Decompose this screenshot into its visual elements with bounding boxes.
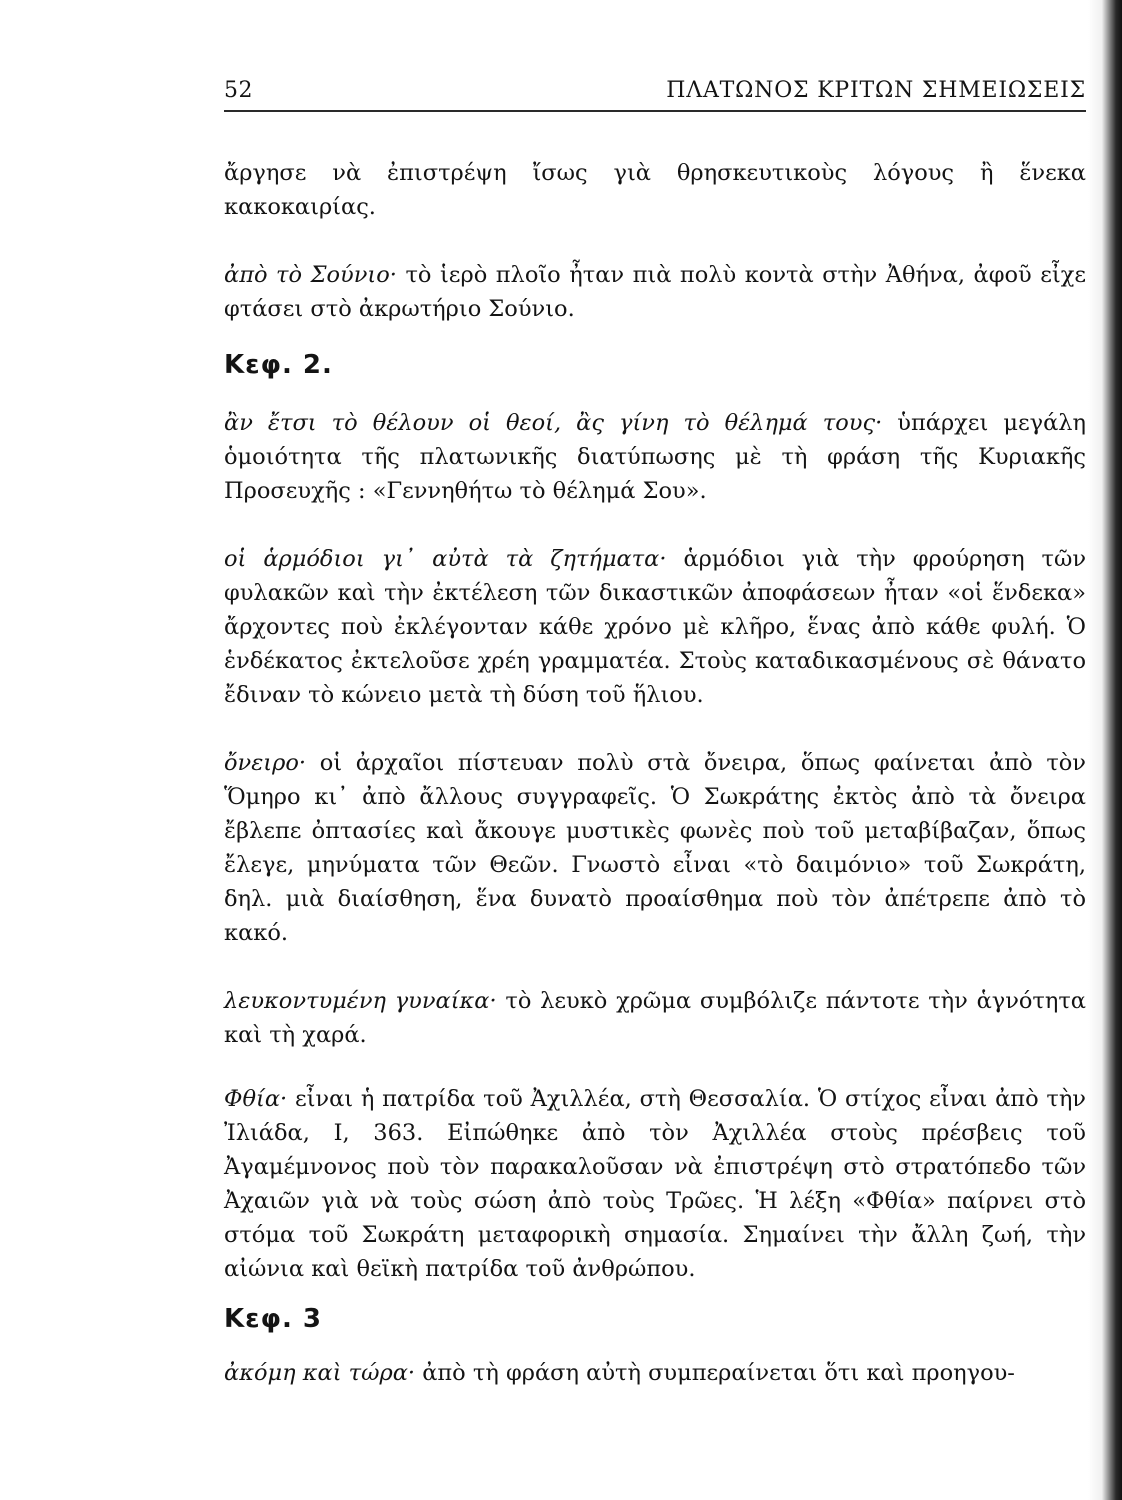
lemma: οἱ ἁρμόδιοι γι᾿ αὐτὰ τὰ ζητήματα· xyxy=(224,546,667,572)
scanned-binding-edge xyxy=(1102,0,1122,1500)
running-title: ΠΛΑΤΩΝΟΣ ΚΡΙΤΩΝ ΣΗΜΕΙΩΣΕΙΣ xyxy=(666,78,1086,103)
lemma: ὄνειρο· xyxy=(224,750,307,776)
page-header xyxy=(224,76,1086,112)
lemma: ἂν ἔτσι τὸ θέλουν οἱ θεοί, ἂς γίνη τὸ θέλημά τους· xyxy=(224,410,883,436)
note-text: τὸ ἱερὸ πλοῖο ἦταν πιὰ πολὺ κοντὰ στὴν Ἀθήνα, ἀφοῦ εἶχε φτάσει στὸ ἀκρωτήριο Σούνιο. xyxy=(224,262,1087,322)
note-text: ὑπάρχει μεγάλη ὁμοιότητα τῆς πλατωνικῆς διατύπωσης μὲ τὴ φράση τῆς Κυριακῆς Προσευχῆς : «Γεννηθήτω τὸ θέλημά Σου». xyxy=(224,410,1087,504)
page-number: 52 xyxy=(224,78,253,103)
paragraph-continuation xyxy=(224,156,1086,224)
note-phthia xyxy=(224,1082,1086,1286)
chapter-heading-3: Κεφ. 3 xyxy=(224,1304,322,1334)
note-text: εἶναι ἡ πατρίδα τοῦ Ἀχιλλέα, στὴ Θεσσαλία. Ὁ στίχος εἶναι ἀπὸ τὴν Ἰλιάδα, Ι, 363. Εἰπώθηκε ἀπὸ τὸν Ἀχιλλέα στοὺς πρέσβεις τοῦ Ἀγαμέμνονος ποὺ τὸν παρακαλοῦσαν νὰ ἐπιστρέψη στὸ στρατόπεδο τῶν Ἀχαιῶν γιὰ νὰ τοὺς σώση ἀπὸ τοὺς Τρῶες. Ἡ λέξη «Φθία» παίρνει στὸ στόμα τοῦ Σωκράτη μεταφορικὴ σημασία. Σημαίνει τὴν ἄλλη ζωή, τὴν αἰώνια καὶ θεϊκὴ πατρίδα τοῦ ἀνθρώπου. xyxy=(224,1086,1086,1282)
note-text: ἁρμόδιοι γιὰ τὴν φρούρηση τῶν φυλακῶν καὶ τὴν ἐκτέλεση τῶν δικαστικῶν ἀποφάσεων ἦταν «οἱ ἕνδεκα» ἄρχοντες ποὺ ἐκλέγονταν κάθε χρόνο μὲ κλῆρο, ἕνας ἀπὸ κάθε φυλή. Ὁ ἑνδέκατος ἐκτελοῦσε χρέη γραμματέα. Στοὺς καταδικασμένους σὲ θάνατο ἔδιναν τὸ κώνειο μετὰ τὴ δύση τοῦ ἥλιου. xyxy=(224,546,1086,708)
note-will-of-gods xyxy=(224,406,1086,508)
note-sounio xyxy=(224,258,1086,326)
chapter-heading-2: Κεφ. 2. xyxy=(224,350,333,380)
note-eleven xyxy=(224,542,1086,712)
paragraph-text: ἄργησε νὰ ἐπιστρέψη ἴσως γιὰ θρησκευτικοὺς λόγους ἢ ἕνεκα κακοκαιρίας. xyxy=(224,160,1086,220)
page-gutter-shadow xyxy=(1088,0,1102,1500)
lemma: Φθία· xyxy=(224,1086,288,1112)
lemma: ἀπὸ τὸ Σούνιο· xyxy=(224,262,397,288)
note-woman-in-white xyxy=(224,984,1086,1052)
note-even-now xyxy=(224,1356,1086,1390)
lemma: ἀκόμη καὶ τώρα· xyxy=(224,1360,416,1386)
note-text: ἀπὸ τὴ φράση αὐτὴ συμπεραίνεται ὅτι καὶ προηγου- xyxy=(415,1360,1015,1386)
lemma: λευκοντυμένη γυναίκα· xyxy=(224,988,497,1014)
note-text: τὸ λευκὸ χρῶμα συμβόλιζε πάντοτε τὴν ἁγνότητα καὶ τὴ χαρά. xyxy=(224,988,1087,1048)
note-dream xyxy=(224,746,1086,950)
note-text: οἱ ἀρχαῖοι πίστευαν πολὺ στὰ ὄνειρα, ὅπως φαίνεται ἀπὸ τὸν Ὅμηρο κι᾿ ἀπὸ ἄλλους συγγραφεῖς. Ὁ Σωκράτης ἐκτὸς ἀπὸ τὰ ὄνειρα ἔβλεπε ὀπτασίες καὶ ἄκουγε μυστικὲς φωνὲς ποὺ τοῦ μεταβίβαζαν, ὅπως ἔλεγε, μηνύματα τῶν Θεῶν. Γνωστὸ εἶναι «τὸ δαιμόνιο» τοῦ Σωκράτη, δηλ. μιὰ διαίσθηση, ἕνα δυνατὸ προαίσθημα ποὺ τὸν ἀπέτρεπε ἀπὸ τὸ κακό. xyxy=(224,750,1086,946)
